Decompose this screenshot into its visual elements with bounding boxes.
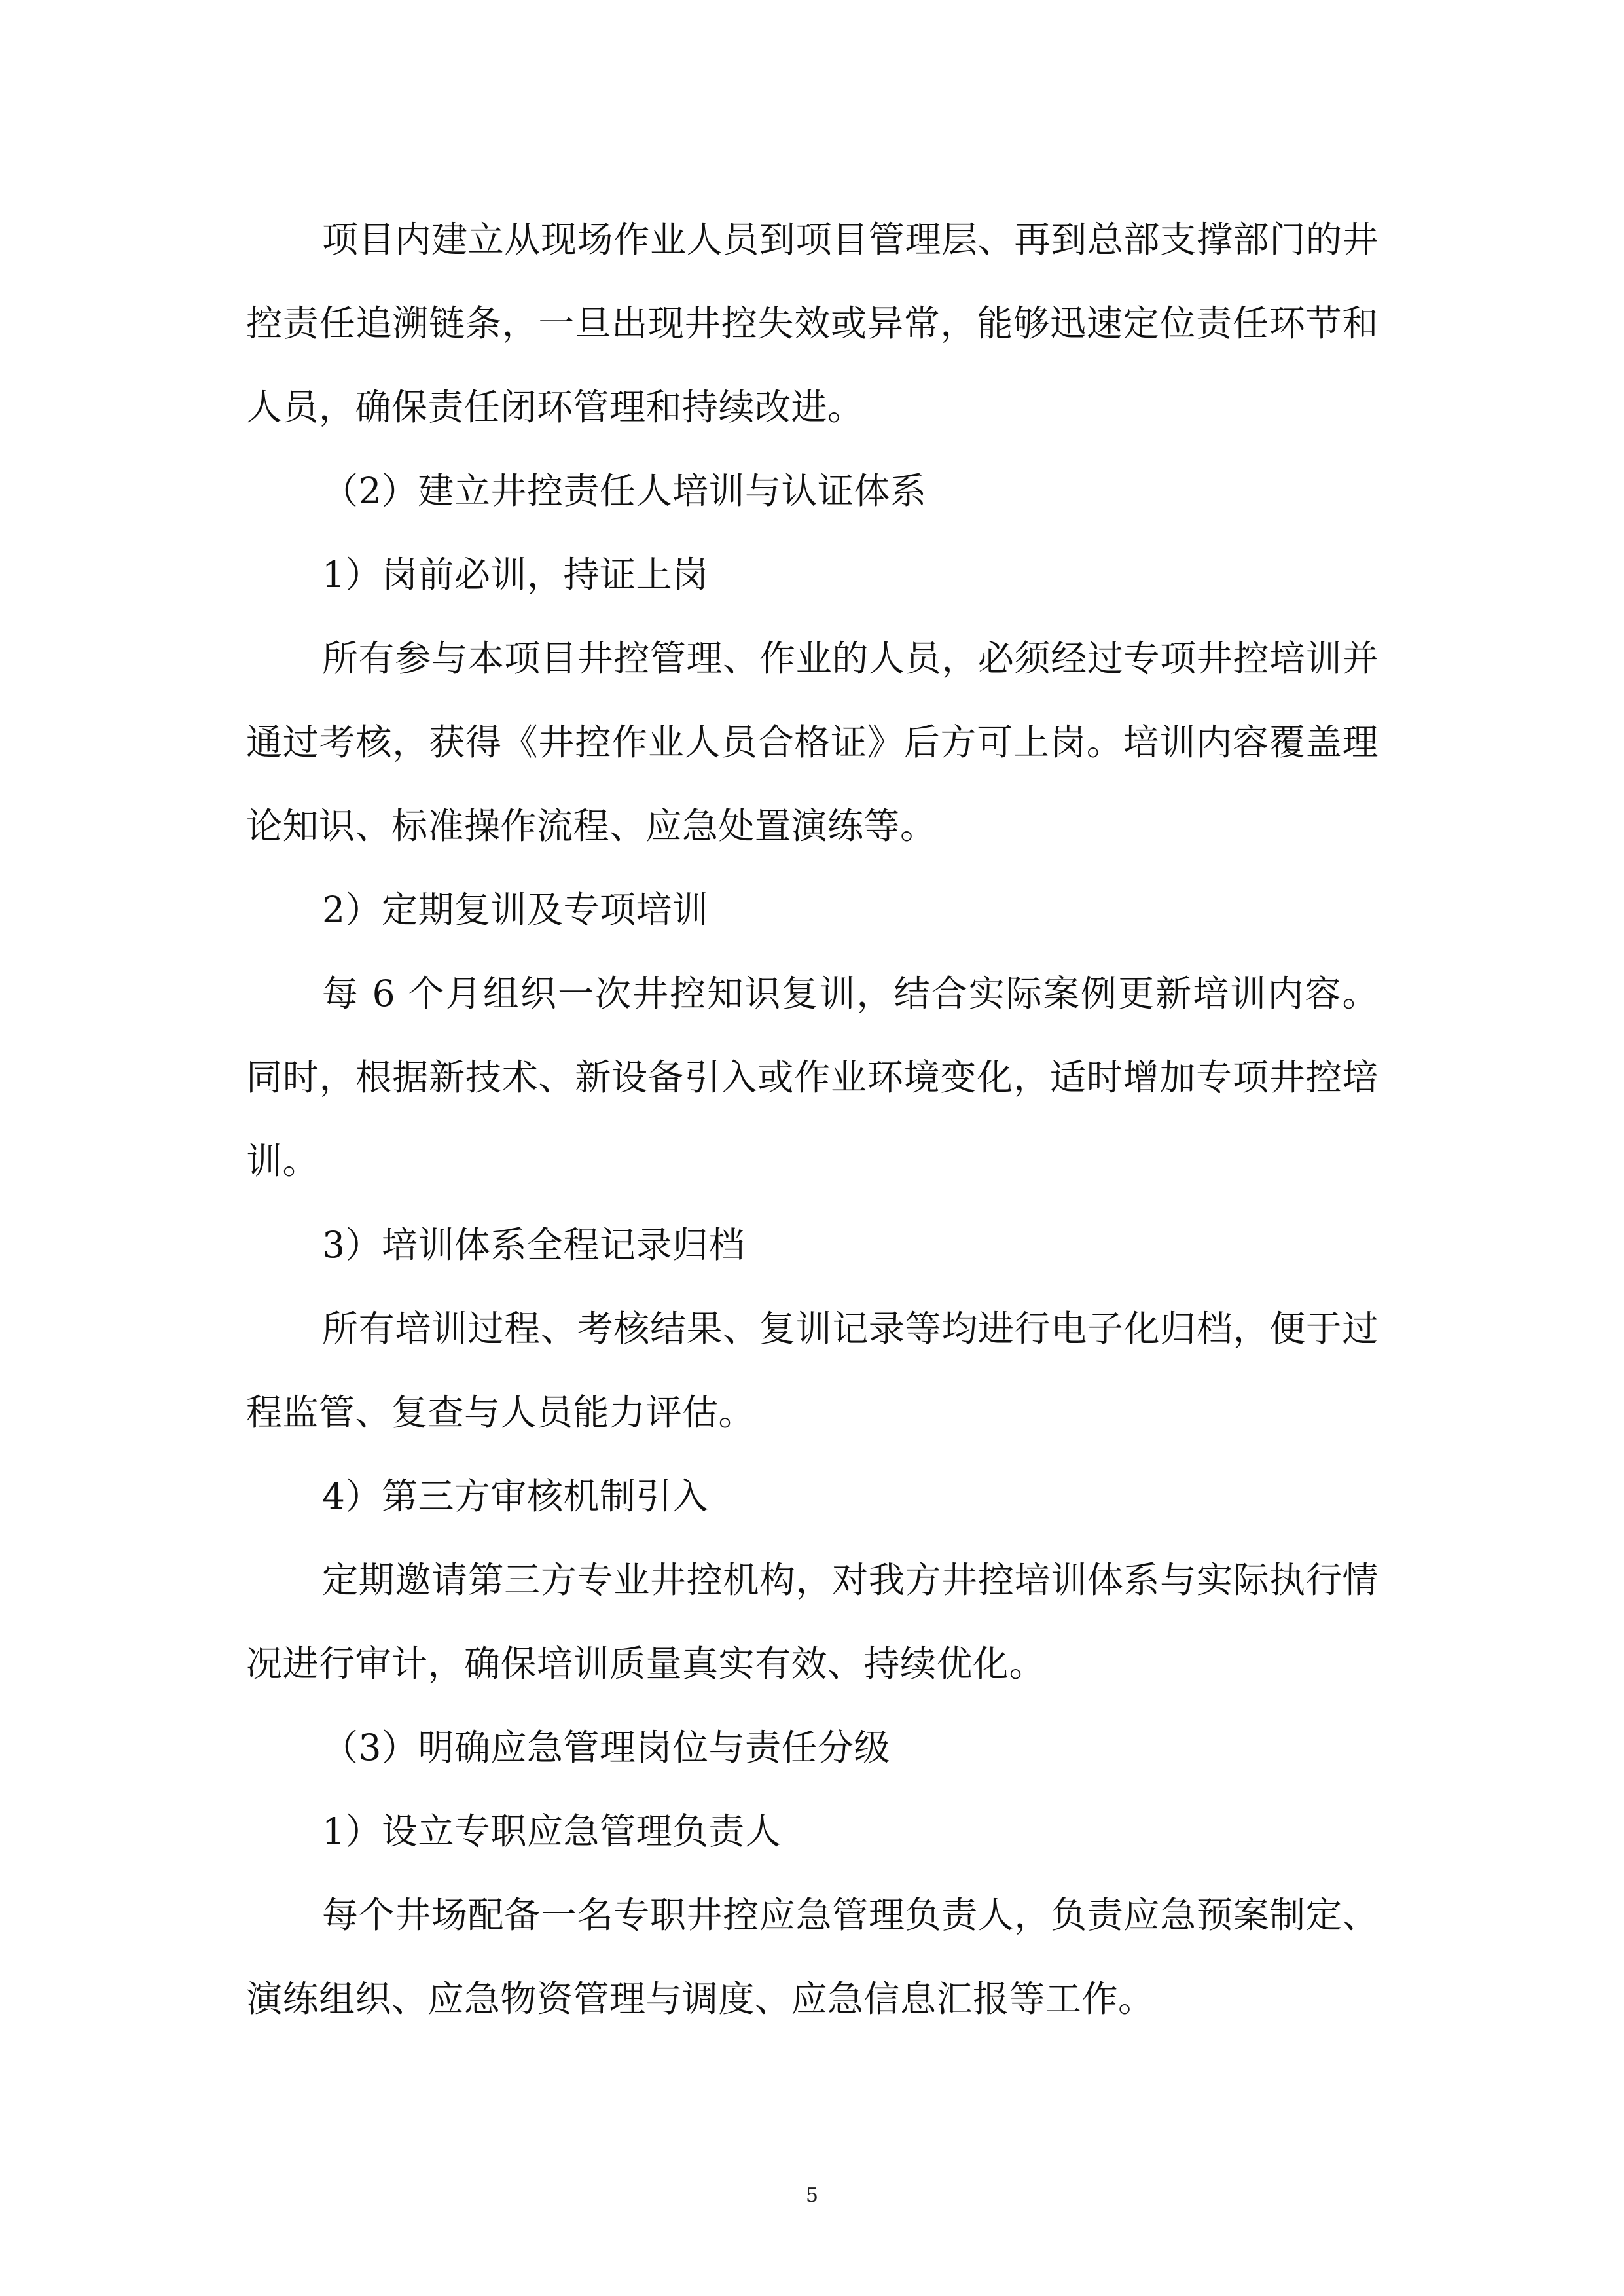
subheading-emergency-manager: 1）设立专职应急管理负责人 [322,1810,782,1852]
subheading-pre-job-training: 1）岗前必训，持证上岗 [322,554,709,596]
section-heading-training-certification: （2）建立井控责任人培训与认证体系 [322,470,927,512]
document-body [246,198,1379,2041]
subheading-training-records: 3）培训体系全程记录归档 [322,1224,745,1266]
paragraph-periodic-retraining: 每 6 个月组织一次井控知识复训，结合实际案例更新培训内容。同时，根据新技术、新设备引入或作业环境变化，适时增加专项井控培训。 [246,973,1379,1182]
paragraph-pre-job-training: 所有参与本项目井控管理、作业的人员，必须经过专项井控培训并通过考核，获得《井控作业人员合格证》后方可上岗。培训内容覆盖理论知识、标准操作流程、应急处置演练等。 [246,637,1379,847]
paragraph-emergency-manager: 每个井场配备一名专职井控应急管理负责人，负责应急预案制定、演练组织、应急物资管理与调度、应急信息汇报等工作。 [246,1894,1379,2020]
paragraph-responsibility-traceability: 项目内建立从现场作业人员到项目管理层、再到总部支撑部门的井控责任追溯链条，一旦出现井控失效或异常，能够迅速定位责任环节和人员，确保责任闭环管理和持续改进。 [246,219,1379,428]
subheading-third-party-audit: 4）第三方审核机制引入 [322,1475,709,1517]
page-number: 5 [805,2184,819,2207]
section-heading-emergency-management: （3）明确应急管理岗位与责任分级 [322,1727,890,1768]
paragraph-third-party-audit: 定期邀请第三方专业井控机构，对我方井控培训体系与实际执行情况进行审计，确保培训质量真实有效、持续优化。 [246,1559,1379,1685]
paragraph-training-records: 所有培训过程、考核结果、复训记录等均进行电子化归档，便于过程监管、复查与人员能力评估。 [246,1308,1379,1433]
subheading-periodic-retraining: 2）定期复训及专项培训 [322,889,709,931]
